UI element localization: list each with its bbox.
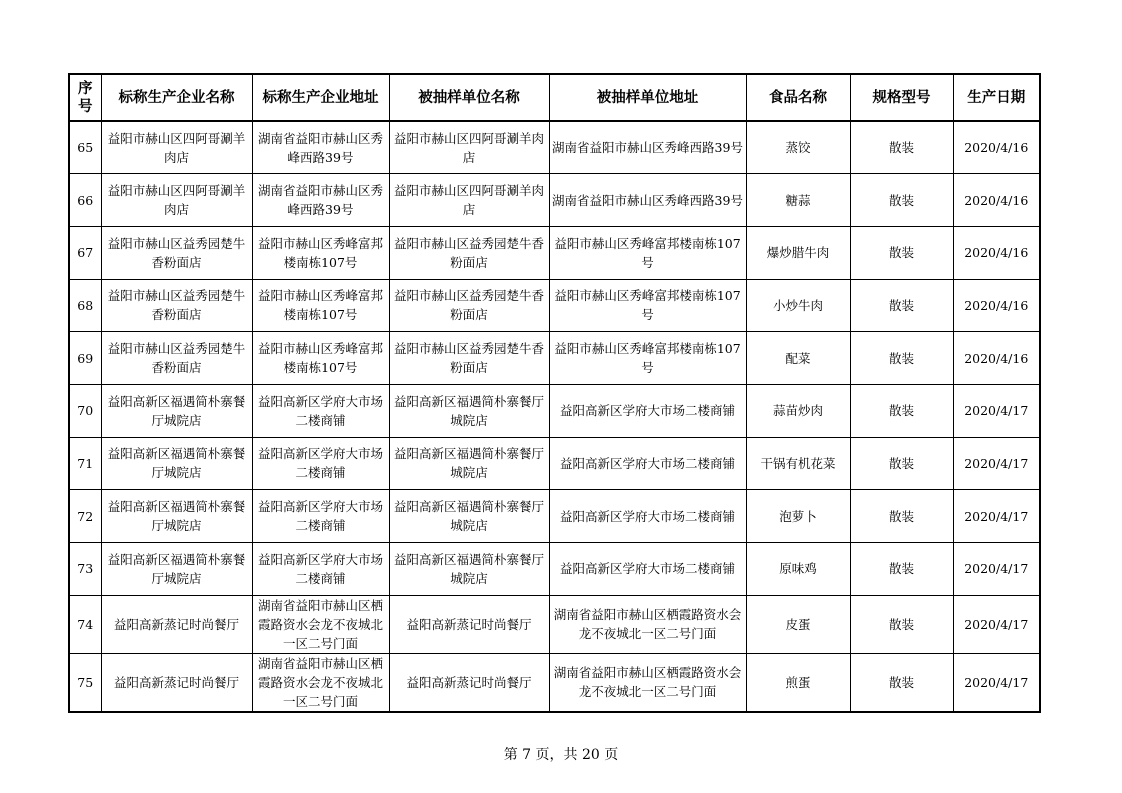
table-row	[69, 543, 1040, 596]
cell-sampled-unit-name: 益阳高新区福遇简朴寨餐厅城院店	[389, 384, 549, 437]
cell-food-name: 配菜	[746, 332, 850, 385]
cell-manufacturer-address: 益阳高新区学府大市场二楼商铺	[252, 437, 389, 490]
cell-manufacturer-name: 益阳市赫山区益秀园楚牛香粉面店	[101, 279, 252, 332]
cell-production-date: 2020/4/16	[953, 121, 1040, 174]
cell-serial-number: 67	[69, 226, 101, 279]
header-food-name: 食品名称	[746, 74, 850, 121]
cell-specification: 散装	[850, 595, 953, 653]
cell-sampled-unit-address: 益阳市赫山区秀峰富邦楼南栋107号	[549, 332, 746, 385]
cell-serial-number: 71	[69, 437, 101, 490]
cell-sampled-unit-address: 湖南省益阳市赫山区栖霞路资水会龙不夜城北一区二号门面	[549, 595, 746, 653]
cell-specification: 散装	[850, 174, 953, 227]
cell-serial-number: 75	[69, 653, 101, 712]
table-row	[69, 174, 1040, 227]
cell-sampled-unit-address: 益阳高新区学府大市场二楼商铺	[549, 384, 746, 437]
cell-food-name: 原味鸡	[746, 543, 850, 596]
cell-manufacturer-address: 益阳市赫山区秀峰富邦楼南栋107号	[252, 279, 389, 332]
header-sampled-unit-name: 被抽样单位名称	[389, 74, 549, 121]
cell-food-name: 煎蛋	[746, 653, 850, 712]
cell-sampled-unit-address: 益阳高新区学府大市场二楼商铺	[549, 437, 746, 490]
cell-specification: 散装	[850, 490, 953, 543]
cell-manufacturer-address: 湖南省益阳市赫山区秀峰西路39号	[252, 174, 389, 227]
cell-serial-number: 74	[69, 595, 101, 653]
header-production-date: 生产日期	[953, 74, 1040, 121]
cell-sampled-unit-name: 益阳市赫山区四阿哥涮羊肉店	[389, 121, 549, 174]
cell-sampled-unit-name: 益阳市赫山区益秀园楚牛香粉面店	[389, 279, 549, 332]
cell-serial-number: 65	[69, 121, 101, 174]
cell-manufacturer-name: 益阳高新区福遇简朴寨餐厅城院店	[101, 543, 252, 596]
cell-manufacturer-name: 益阳市赫山区益秀园楚牛香粉面店	[101, 332, 252, 385]
cell-food-name: 糖蒜	[746, 174, 850, 227]
table-row	[69, 226, 1040, 279]
cell-sampled-unit-address: 益阳高新区学府大市场二楼商铺	[549, 490, 746, 543]
cell-serial-number: 72	[69, 490, 101, 543]
table-row	[69, 121, 1040, 174]
cell-sampled-unit-address: 益阳市赫山区秀峰富邦楼南栋107号	[549, 226, 746, 279]
cell-specification: 散装	[850, 384, 953, 437]
header-manufacturer-name: 标称生产企业名称	[101, 74, 252, 121]
cell-sampled-unit-name: 益阳高新蒸记时尚餐厅	[389, 653, 549, 712]
cell-sampled-unit-name: 益阳市赫山区益秀园楚牛香粉面店	[389, 226, 549, 279]
cell-sampled-unit-name: 益阳高新区福遇简朴寨餐厅城院店	[389, 437, 549, 490]
cell-specification: 散装	[850, 653, 953, 712]
cell-manufacturer-name: 益阳高新区福遇简朴寨餐厅城院店	[101, 384, 252, 437]
cell-food-name: 干锅有机花菜	[746, 437, 850, 490]
cell-sampled-unit-address: 湖南省益阳市赫山区秀峰西路39号	[549, 174, 746, 227]
cell-specification: 散装	[850, 437, 953, 490]
table-header-row	[69, 74, 1040, 121]
cell-sampled-unit-address: 湖南省益阳市赫山区栖霞路资水会龙不夜城北一区二号门面	[549, 653, 746, 712]
cell-manufacturer-address: 湖南省益阳市赫山区秀峰西路39号	[252, 121, 389, 174]
cell-sampled-unit-name: 益阳市赫山区益秀园楚牛香粉面店	[389, 332, 549, 385]
cell-food-name: 蒜苗炒肉	[746, 384, 850, 437]
cell-sampled-unit-name: 益阳高新区福遇简朴寨餐厅城院店	[389, 543, 549, 596]
cell-serial-number: 69	[69, 332, 101, 385]
sampling-results-table	[68, 73, 1041, 713]
table-row	[69, 332, 1040, 385]
cell-production-date: 2020/4/17	[953, 437, 1040, 490]
cell-manufacturer-address: 益阳高新区学府大市场二楼商铺	[252, 384, 389, 437]
header-manufacturer-address: 标称生产企业地址	[252, 74, 389, 121]
cell-serial-number: 68	[69, 279, 101, 332]
cell-manufacturer-name: 益阳市赫山区四阿哥涮羊肉店	[101, 121, 252, 174]
cell-specification: 散装	[850, 121, 953, 174]
table-row	[69, 490, 1040, 543]
header-serial-number: 序号	[69, 74, 101, 121]
cell-manufacturer-name: 益阳高新蒸记时尚餐厅	[101, 595, 252, 653]
cell-food-name: 小炒牛肉	[746, 279, 850, 332]
cell-production-date: 2020/4/16	[953, 332, 1040, 385]
cell-manufacturer-address: 益阳市赫山区秀峰富邦楼南栋107号	[252, 332, 389, 385]
cell-production-date: 2020/4/17	[953, 653, 1040, 712]
cell-sampled-unit-name: 益阳市赫山区四阿哥涮羊肉店	[389, 174, 549, 227]
cell-manufacturer-address: 益阳市赫山区秀峰富邦楼南栋107号	[252, 226, 389, 279]
cell-sampled-unit-address: 益阳高新区学府大市场二楼商铺	[549, 543, 746, 596]
cell-sampled-unit-address: 湖南省益阳市赫山区秀峰西路39号	[549, 121, 746, 174]
table-row	[69, 279, 1040, 332]
page-footer	[0, 744, 1122, 764]
table-body	[69, 121, 1040, 712]
cell-manufacturer-address: 益阳高新区学府大市场二楼商铺	[252, 543, 389, 596]
table-row	[69, 595, 1040, 653]
cell-specification: 散装	[850, 279, 953, 332]
cell-specification: 散装	[850, 543, 953, 596]
cell-production-date: 2020/4/16	[953, 279, 1040, 332]
cell-manufacturer-name: 益阳市赫山区四阿哥涮羊肉店	[101, 174, 252, 227]
cell-food-name: 皮蛋	[746, 595, 850, 653]
cell-specification: 散装	[850, 226, 953, 279]
cell-serial-number: 70	[69, 384, 101, 437]
table-row	[69, 653, 1040, 712]
cell-production-date: 2020/4/16	[953, 174, 1040, 227]
cell-production-date: 2020/4/17	[953, 490, 1040, 543]
cell-manufacturer-name: 益阳高新区福遇简朴寨餐厅城院店	[101, 490, 252, 543]
cell-manufacturer-name: 益阳市赫山区益秀园楚牛香粉面店	[101, 226, 252, 279]
header-sampled-unit-address: 被抽样单位地址	[549, 74, 746, 121]
cell-serial-number: 66	[69, 174, 101, 227]
cell-food-name: 泡萝卜	[746, 490, 850, 543]
cell-production-date: 2020/4/17	[953, 595, 1040, 653]
cell-food-name: 蒸饺	[746, 121, 850, 174]
cell-production-date: 2020/4/16	[953, 226, 1040, 279]
page-number-text: 第 7 页，共 20 页	[503, 747, 619, 763]
cell-production-date: 2020/4/17	[953, 543, 1040, 596]
cell-sampled-unit-address: 益阳市赫山区秀峰富邦楼南栋107号	[549, 279, 746, 332]
cell-food-name: 爆炒腊牛肉	[746, 226, 850, 279]
cell-manufacturer-address: 湖南省益阳市赫山区栖霞路资水会龙不夜城北一区二号门面	[252, 653, 389, 712]
table-row	[69, 384, 1040, 437]
cell-manufacturer-name: 益阳高新区福遇简朴寨餐厅城院店	[101, 437, 252, 490]
table-row	[69, 437, 1040, 490]
cell-serial-number: 73	[69, 543, 101, 596]
header-specification: 规格型号	[850, 74, 953, 121]
cell-production-date: 2020/4/17	[953, 384, 1040, 437]
cell-manufacturer-address: 湖南省益阳市赫山区栖霞路资水会龙不夜城北一区二号门面	[252, 595, 389, 653]
cell-manufacturer-name: 益阳高新蒸记时尚餐厅	[101, 653, 252, 712]
cell-specification: 散装	[850, 332, 953, 385]
cell-sampled-unit-name: 益阳高新区福遇简朴寨餐厅城院店	[389, 490, 549, 543]
cell-manufacturer-address: 益阳高新区学府大市场二楼商铺	[252, 490, 389, 543]
cell-sampled-unit-name: 益阳高新蒸记时尚餐厅	[389, 595, 549, 653]
